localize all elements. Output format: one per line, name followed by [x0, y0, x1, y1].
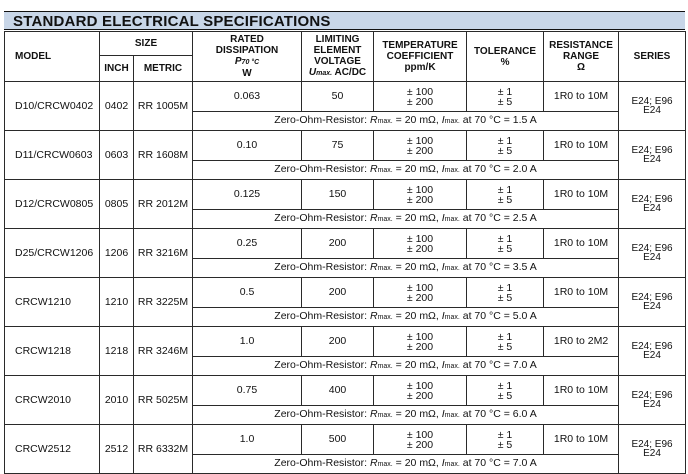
table-row	[5, 180, 686, 210]
table-row	[5, 229, 686, 259]
series-value-1: E24; E96	[631, 144, 673, 156]
metric-cell: RR 3216M	[134, 229, 193, 278]
tc-value-1: ± 100	[406, 428, 434, 441]
tolerance-value-2: ± 5	[497, 193, 513, 206]
tc-value-2: ± 200	[406, 291, 434, 304]
series-cell	[619, 327, 686, 376]
model-cell: D11/CRCW0603	[5, 131, 100, 180]
header-inch: INCH	[100, 56, 134, 82]
inch-cell: 2010	[100, 376, 134, 425]
model-cell: CRCW1218	[5, 327, 100, 376]
series-cell	[619, 376, 686, 425]
inch-cell: 0603	[100, 131, 134, 180]
power-cell: 0.063	[193, 82, 302, 112]
range-cell: 1R0 to 10M	[544, 131, 619, 161]
tolerance-cell	[467, 82, 544, 112]
power-cell: 0.75	[193, 376, 302, 406]
tolerance-value-1: ± 1	[497, 232, 513, 245]
metric-cell: RR 1608M	[134, 131, 193, 180]
series-value-2: E24	[643, 301, 661, 312]
tolerance-value-1: ± 1	[497, 428, 513, 441]
tolerance-value-2: ± 5	[497, 389, 513, 402]
tc-cell	[374, 131, 467, 161]
imax-value: 5.0 A	[512, 310, 537, 322]
voltage-cell: 200	[302, 229, 374, 259]
header-limiting-voltage: LIMITING ELEMENT VOLTAGE Umax. AC/DC	[302, 32, 374, 82]
imax-value: 1.5 A	[512, 114, 537, 126]
zero-ohm-note: Zero-Ohm-Resistor: Rmax. = 20 mΩ, Imax. at 70 °C = 7.0 A	[193, 455, 619, 474]
voltage-cell: 500	[302, 425, 374, 455]
inch-cell: 1218	[100, 327, 134, 376]
range-cell: 1R0 to 10M	[544, 376, 619, 406]
voltage-cell: 50	[302, 82, 374, 112]
power-cell: 1.0	[193, 327, 302, 357]
tc-value-2: ± 200	[406, 438, 434, 451]
series-value-1: E24; E96	[631, 242, 673, 254]
zero-ohm-note: Zero-Ohm-Resistor: Rmax. = 20 mΩ, Imax. at 70 °C = 2.0 A	[193, 161, 619, 180]
tc-value-2: ± 200	[406, 144, 434, 157]
tolerance-cell	[467, 425, 544, 455]
model-cell: D12/CRCW0805	[5, 180, 100, 229]
series-cell	[619, 82, 686, 131]
power-cell: 0.10	[193, 131, 302, 161]
range-cell: 1R0 to 10M	[544, 229, 619, 259]
header-size: SIZE	[100, 32, 193, 56]
series-cell	[619, 425, 686, 474]
model-cell: D25/CRCW1206	[5, 229, 100, 278]
header-tolerance: TOLERANCE %	[467, 32, 544, 82]
tolerance-value-2: ± 5	[497, 95, 513, 108]
series-value-1: E24; E96	[631, 193, 673, 205]
metric-cell: RR 2012M	[134, 180, 193, 229]
series-value-1: E24; E96	[631, 438, 673, 450]
series-value-1: E24; E96	[631, 95, 673, 107]
metric-cell: RR 5025M	[134, 376, 193, 425]
inch-cell: 0805	[100, 180, 134, 229]
tolerance-value-1: ± 1	[497, 281, 513, 294]
header-series: SERIES	[619, 32, 686, 82]
series-value-2: E24	[643, 350, 661, 361]
model-cell: CRCW2512	[5, 425, 100, 474]
series-value-2: E24	[643, 448, 661, 459]
tc-value-1: ± 100	[406, 232, 434, 245]
series-value-2: E24	[643, 105, 661, 116]
table-row	[5, 278, 686, 308]
metric-cell: RR 1005M	[134, 82, 193, 131]
table-row	[5, 131, 686, 161]
table-body	[5, 82, 686, 474]
model-cell: D10/CRCW0402	[5, 82, 100, 131]
tc-cell	[374, 376, 467, 406]
tc-value-1: ± 100	[406, 281, 434, 294]
tolerance-value-2: ± 5	[497, 340, 513, 353]
tolerance-cell	[467, 278, 544, 308]
tc-cell	[374, 229, 467, 259]
range-cell: 1R0 to 10M	[544, 82, 619, 112]
imax-value: 2.5 A	[512, 212, 537, 224]
header-temperature-coefficient: TEMPERATURE COEFFICIENT ppm/K	[374, 32, 467, 82]
series-value-2: E24	[643, 203, 661, 214]
voltage-cell: 200	[302, 327, 374, 357]
tc-cell	[374, 180, 467, 210]
tc-value-2: ± 200	[406, 95, 434, 108]
model-cell: CRCW1210	[5, 278, 100, 327]
power-cell: 0.25	[193, 229, 302, 259]
tolerance-value-1: ± 1	[497, 134, 513, 147]
table-row	[5, 327, 686, 357]
tc-value-1: ± 100	[406, 85, 434, 98]
tolerance-value-2: ± 5	[497, 242, 513, 255]
inch-cell: 0402	[100, 82, 134, 131]
tolerance-cell	[467, 180, 544, 210]
power-cell: 1.0	[193, 425, 302, 455]
table-title: STANDARD ELECTRICAL SPECIFICATIONS	[4, 11, 685, 30]
tc-cell	[374, 425, 467, 455]
zero-ohm-note: Zero-Ohm-Resistor: Rmax. = 20 mΩ, Imax. at 70 °C = 1.5 A	[193, 112, 619, 131]
voltage-cell: 200	[302, 278, 374, 308]
tolerance-value-2: ± 5	[497, 144, 513, 157]
tc-value-2: ± 200	[406, 193, 434, 206]
tolerance-value-1: ± 1	[497, 183, 513, 196]
header-metric: METRIC	[134, 56, 193, 82]
series-cell	[619, 180, 686, 229]
voltage-cell: 400	[302, 376, 374, 406]
tolerance-value-1: ± 1	[497, 85, 513, 98]
imax-value: 2.0 A	[512, 163, 537, 175]
imax-value: 7.0 A	[512, 359, 537, 371]
tolerance-cell	[467, 229, 544, 259]
range-cell: 1R0 to 10M	[544, 278, 619, 308]
power-cell: 0.5	[193, 278, 302, 308]
tc-value-1: ± 100	[406, 183, 434, 196]
inch-cell: 1206	[100, 229, 134, 278]
metric-cell: RR 3246M	[134, 327, 193, 376]
imax-value: 6.0 A	[512, 408, 537, 420]
series-cell	[619, 229, 686, 278]
zero-ohm-note: Zero-Ohm-Resistor: Rmax. = 20 mΩ, Imax. at 70 °C = 5.0 A	[193, 308, 619, 327]
specifications-table	[4, 31, 686, 474]
tolerance-cell	[467, 376, 544, 406]
inch-cell: 2512	[100, 425, 134, 474]
zero-ohm-note: Zero-Ohm-Resistor: Rmax. = 20 mΩ, Imax. at 70 °C = 6.0 A	[193, 406, 619, 425]
tolerance-value-2: ± 5	[497, 291, 513, 304]
tc-cell	[374, 82, 467, 112]
table-row	[5, 82, 686, 112]
series-value-2: E24	[643, 252, 661, 263]
series-value-1: E24; E96	[631, 340, 673, 352]
inch-cell: 1210	[100, 278, 134, 327]
series-value-1: E24; E96	[631, 389, 673, 401]
range-cell: 1R0 to 2M2	[544, 327, 619, 357]
tc-value-2: ± 200	[406, 389, 434, 402]
series-value-2: E24	[643, 399, 661, 410]
tolerance-value-1: ± 1	[497, 330, 513, 343]
tolerance-value-2: ± 5	[497, 438, 513, 451]
tc-cell	[374, 327, 467, 357]
metric-cell: RR 6332M	[134, 425, 193, 474]
tc-cell	[374, 278, 467, 308]
tc-value-1: ± 100	[406, 134, 434, 147]
tc-value-2: ± 200	[406, 340, 434, 353]
table-row	[5, 425, 686, 455]
range-cell: 1R0 to 10M	[544, 180, 619, 210]
table-row	[5, 376, 686, 406]
tc-value-1: ± 100	[406, 379, 434, 392]
header-resistance-range: RESISTANCE RANGE Ω	[544, 32, 619, 82]
series-cell	[619, 131, 686, 180]
zero-ohm-note: Zero-Ohm-Resistor: Rmax. = 20 mΩ, Imax. at 70 °C = 7.0 A	[193, 357, 619, 376]
zero-ohm-note: Zero-Ohm-Resistor: Rmax. = 20 mΩ, Imax. at 70 °C = 2.5 A	[193, 210, 619, 229]
voltage-cell: 75	[302, 131, 374, 161]
tolerance-value-1: ± 1	[497, 379, 513, 392]
series-cell	[619, 278, 686, 327]
tc-value-1: ± 100	[406, 330, 434, 343]
series-value-1: E24; E96	[631, 291, 673, 303]
voltage-cell: 150	[302, 180, 374, 210]
tolerance-cell	[467, 327, 544, 357]
power-cell: 0.125	[193, 180, 302, 210]
range-cell: 1R0 to 10M	[544, 425, 619, 455]
header-rated-dissipation: RATED DISSIPATION P70 °C W	[193, 32, 302, 82]
imax-value: 3.5 A	[512, 261, 537, 273]
tc-value-2: ± 200	[406, 242, 434, 255]
metric-cell: RR 3225M	[134, 278, 193, 327]
model-cell: CRCW2010	[5, 376, 100, 425]
zero-ohm-note: Zero-Ohm-Resistor: Rmax. = 20 mΩ, Imax. at 70 °C = 3.5 A	[193, 259, 619, 278]
header-model: MODEL	[5, 32, 100, 82]
tolerance-cell	[467, 131, 544, 161]
series-value-2: E24	[643, 154, 661, 165]
imax-value: 7.0 A	[512, 457, 537, 469]
